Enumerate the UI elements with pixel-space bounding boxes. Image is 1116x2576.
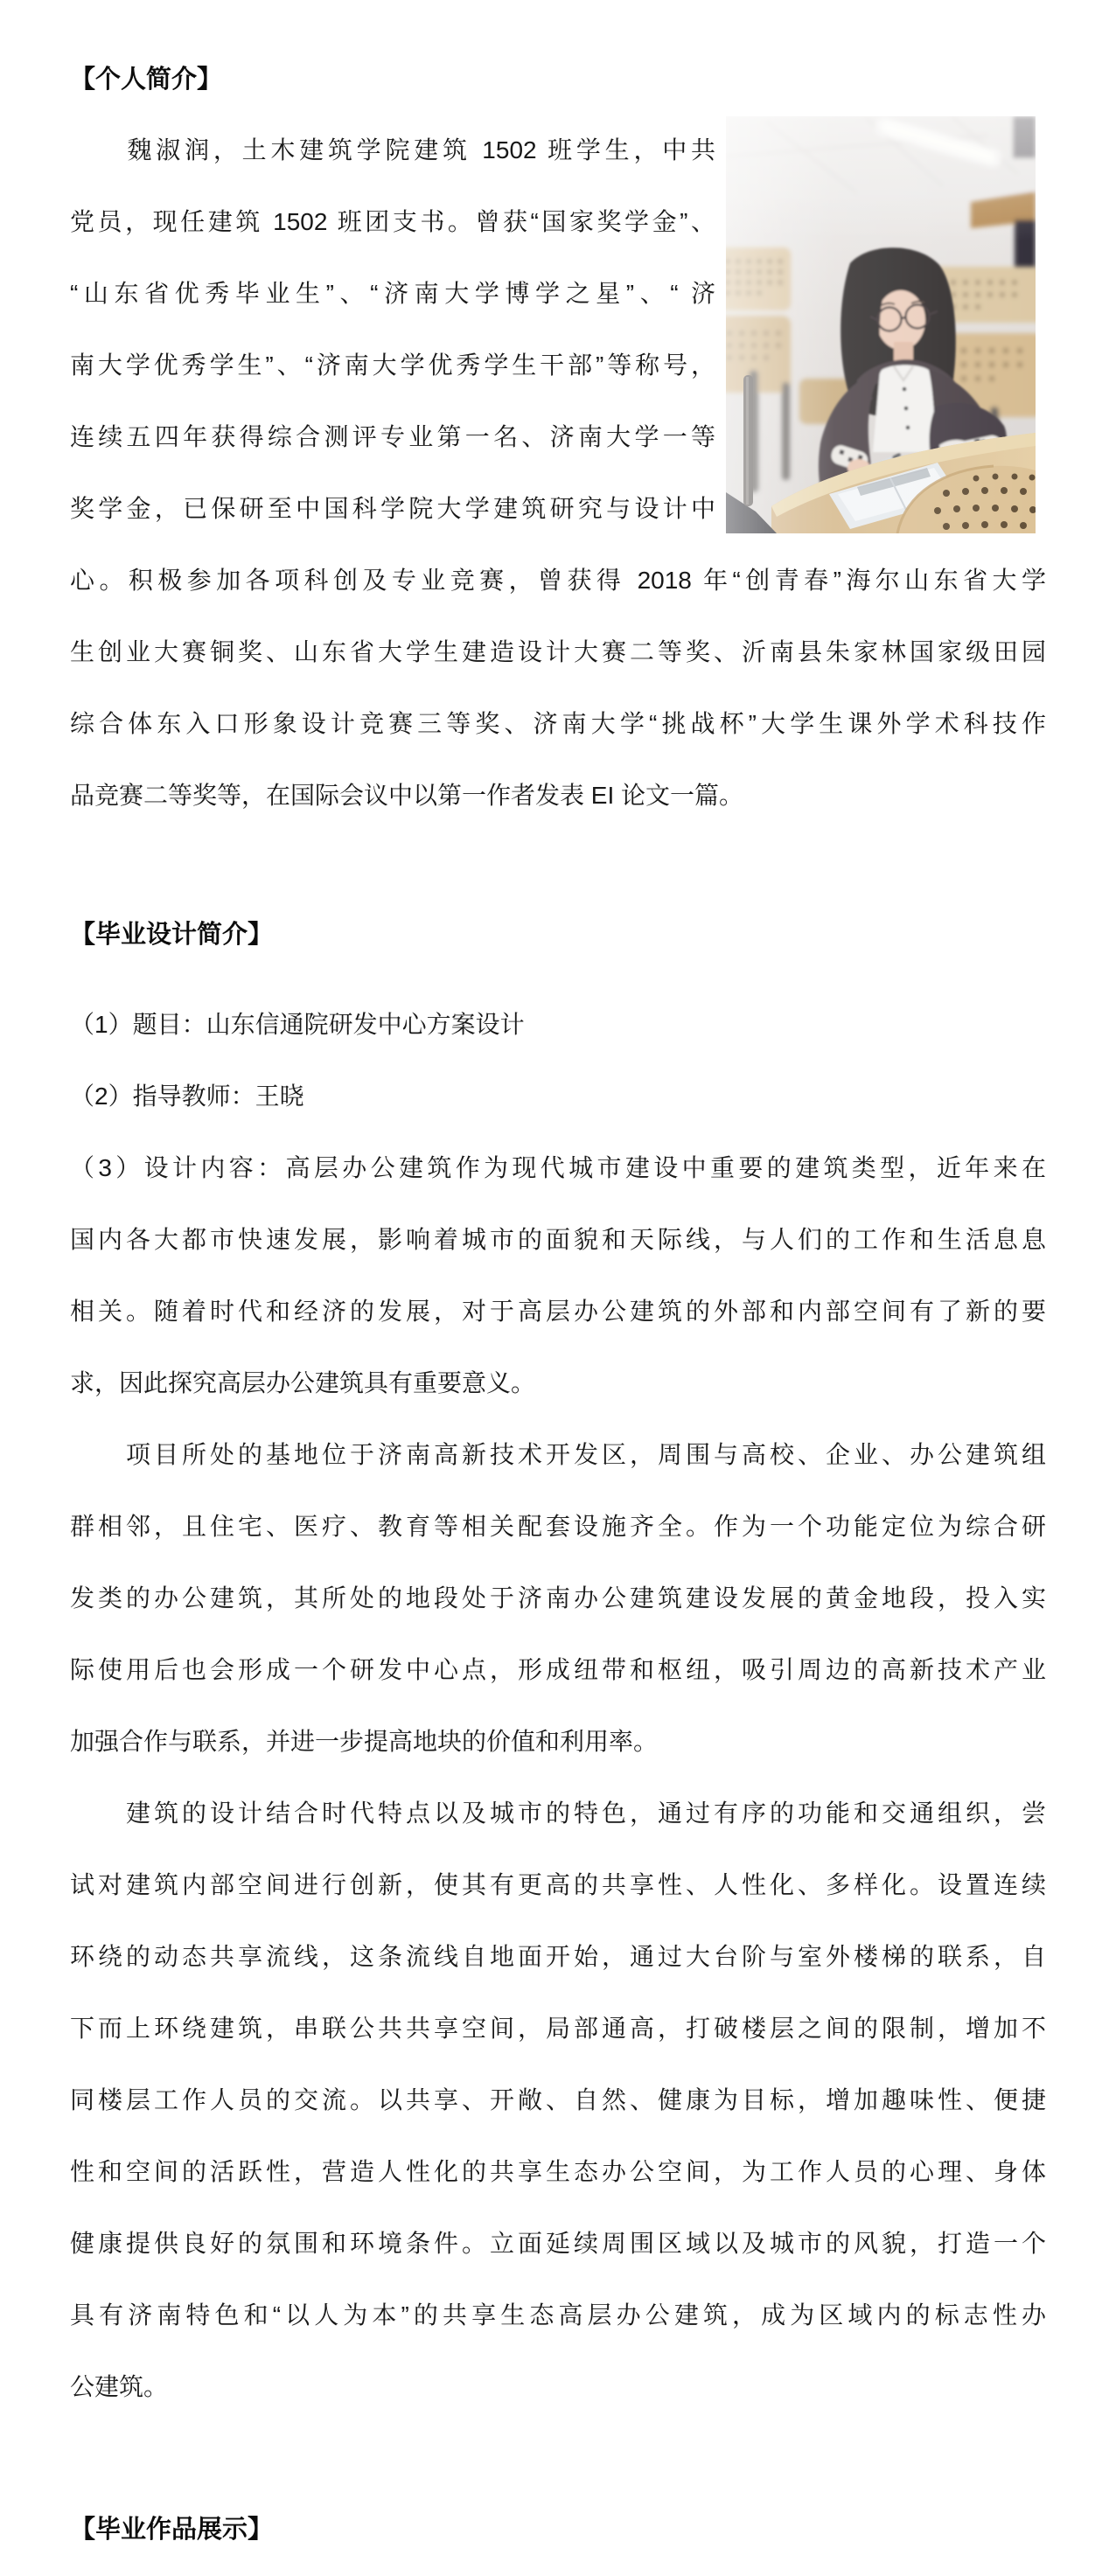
text-line: 际使用后也会形成一个研发中心点，形成纽带和枢纽，吸引周边的高新技术产业 [70, 1656, 1046, 1683]
section-heading-personal-profile: 【个人简介】 [70, 66, 223, 94]
text-line: 公建筑。 [70, 2373, 169, 2400]
text-line: 发类的办公建筑，其所处的地段处于济南办公建筑建设发展的黄金地段，投入实 [70, 1584, 1046, 1612]
text-line: “山东省优秀毕业生”、“济南大学博学之星”、“ 济 [70, 280, 715, 307]
design-body [70, 989, 1046, 2423]
text-line: 相关。随着时代和经济的发展，对于高层办公建筑的外部和内部空间有了新的要 [70, 1298, 1046, 1325]
text-line: 心。积极参加各项科创及专业竞赛，曾获得 2018 年“创青春”海尔山东省大学 [70, 567, 1046, 594]
section-heading-graduation-works: 【毕业作品展示】 [70, 2516, 274, 2544]
text-line: 项目所处的基地位于济南高新技术开发区，周围与高校、企业、办公建筑组 [70, 1441, 1046, 1468]
text-line: 生创业大赛铜奖、山东省大学生建造设计大赛二等奖、沂南县朱家林国家级田园 [70, 638, 1046, 665]
text-line: 国内各大都市快速发展，影响着城市的面貌和天际线，与人们的工作和生活息息 [70, 1226, 1046, 1253]
text-line: （2）指导教师：王晓 [70, 1083, 304, 1110]
text-line: 群相邻，且住宅、医疗、教育等相关配套设施齐全。作为一个功能定位为综合研 [70, 1513, 1046, 1540]
text-line: 健康提供良好的氛围和环境条件。立面延续周围区域以及城市的风貌，打造一个 [70, 2230, 1046, 2257]
text-line: 南大学优秀学生”、“济南大学优秀学生干部”等称号， [70, 352, 715, 379]
text-line: 下而上环绕建筑，串联公共共享空间，局部通高，打破楼层之间的限制，增加不 [70, 2015, 1046, 2042]
text-line: （3）设计内容：高层办公建筑作为现代城市建设中重要的建筑类型，近年来在 [70, 1154, 1046, 1181]
text-line: 党员，现任建筑 1502 班团支书。曾获“国家奖学金”、 [70, 208, 715, 235]
text-line: 试对建筑内部空间进行创新，使其有更高的共享性、人性化、多样化。设置连续 [70, 1871, 1046, 1898]
text-line: 同楼层工作人员的交流。以共享、开敞、自然、健康为目标，增加趣味性、便捷 [70, 2086, 1046, 2113]
text-line: 性和空间的活跃性，营造人性化的共享生态办公空间，为工作人员的心理、身体 [70, 2158, 1046, 2185]
profile-body [70, 115, 1046, 832]
text-line: 品竞赛二等奖等，在国际会议中以第一作者发表 EI 论文一篇。 [70, 782, 744, 809]
text-line: 奖学金，已保研至中国科学院大学建筑研究与设计中 [70, 495, 715, 522]
text-line: （1）题目：山东信通院研发中心方案设计 [70, 1011, 525, 1038]
section-heading-graduation-design: 【毕业设计简介】 [70, 921, 274, 949]
profile-photo [726, 116, 1036, 533]
text-line: 加强合作与联系，并进一步提高地块的价值和利用率。 [70, 1728, 659, 1755]
text-line: 魏淑润，土木建筑学院建筑 1502 班学生，中共 [70, 136, 715, 164]
text-line: 连续五四年获得综合测评专业第一名、济南大学一等 [70, 423, 715, 450]
text-line: 建筑的设计结合时代特点以及城市的特色，通过有序的功能和交通组织，尝 [70, 1800, 1046, 1827]
text-line: 综合体东入口形象设计竞赛三等奖、济南大学“挑战杯”大学生课外学术科技作 [70, 710, 1046, 737]
design-paragraph [70, 989, 1046, 2423]
text-line: 具有济南特色和“以人为本”的共享生态高层办公建筑，成为区域内的标志性办 [70, 2301, 1046, 2329]
classroom-photo-illustration [726, 116, 1036, 533]
text-line: 环绕的动态共享流线，这条流线自地面开始，通过大台阶与室外楼梯的联系，自 [70, 1943, 1046, 1970]
text-line: 求，因此探究高层办公建筑具有重要意义。 [70, 1369, 536, 1396]
